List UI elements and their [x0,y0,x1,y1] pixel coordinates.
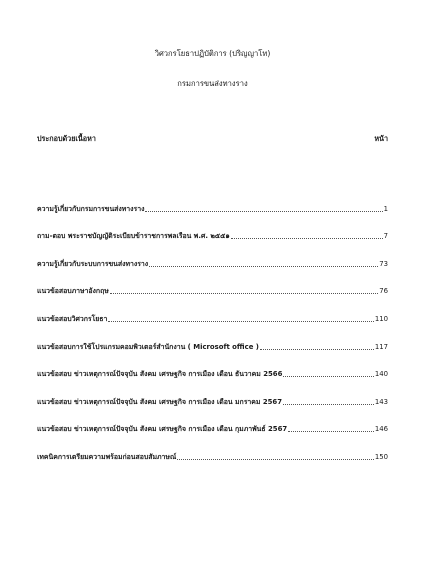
dot-leader [288,430,374,432]
toc-entry [37,214,388,242]
toc-entry [37,324,388,352]
toc-entry [37,352,388,380]
toc-entry [37,269,388,297]
toc-entry-label: แนวข้อสอบ ข่าวเหตุการณ์ปัจจุบัน สังคม เศรษฐกิจ การเมือง เดือน ธันวาคม 2566 [37,370,283,379]
dot-leader [108,320,373,322]
toc-entry [37,434,388,462]
toc-entry-label: แนวข้อสอบ ข่าวเหตุการณ์ปัจจุบัน สังคม เศรษฐกิจ การเมือง เดือน กุมภาพันธ์ 2567 [37,425,288,434]
toc-entry-page: 76 [379,287,388,296]
table-of-contents [37,186,388,462]
dot-leader [145,210,382,212]
page-column-header: หน้า [374,134,388,143]
toc-entry [37,407,388,435]
document-subtitle: กรมการขนส่งทางราง [177,79,248,88]
contents-header: ประกอบด้วยเนื้อหา [37,134,96,143]
toc-entry-label: แนวข้อสอบวิศวกรโยธา [37,314,108,323]
document-title: วิศวกรโยธาปฏิบัติการ (ปริญญาโท) [154,49,271,58]
toc-entry-page: 1 [383,204,388,213]
toc-entry-page: 73 [379,259,388,268]
dot-leader [110,292,378,294]
toc-entry-page: 117 [374,342,388,351]
toc-entry [37,186,388,214]
toc-entry-label: ความรู้เกี่ยวกับกรมการขนส่งทางราง [37,204,145,213]
toc-entry-label: แนวข้อสอบภาษาอังกฤษ [37,287,109,296]
dot-leader [283,403,374,405]
toc-entry-label: แนวข้อสอบ ข่าวเหตุการณ์ปัจจุบัน สังคม เศรษฐกิจ การเมือง เดือน มกราคม 2567 [37,397,283,406]
dot-leader [231,237,383,239]
toc-entry-page: 140 [374,370,388,379]
toc-entry [37,296,388,324]
toc-entry-page: 143 [374,397,388,406]
toc-entry-page: 146 [374,425,388,434]
toc-header-row [37,134,388,144]
toc-entry-page: 150 [374,452,388,461]
toc-entry-label: แนวข้อสอบการใช้โปรแกรมคอมพิวเตอร์สำนักงาน ( Microsoft office ) [37,342,259,351]
dot-leader [149,265,378,267]
toc-entry-label: เทคนิคการเตรียมความพร้อมก่อนสอบสัมภาษณ์ [37,452,177,461]
toc-entry [37,241,388,269]
toc-entry-page: 110 [374,314,388,323]
toc-entry-page: 7 [383,232,388,241]
dot-leader [177,458,374,460]
toc-entry-label: ความรู้เกี่ยวกับระบบการขนส่งทางราง [37,259,149,268]
toc-entry-label: ถาม-ตอบ พระราชบัญญัติระเบียบข้าราชการพลเรือน พ.ศ. ๒๕๕๑ [37,232,230,241]
toc-entry [37,379,388,407]
dot-leader [260,348,374,350]
dot-leader [283,375,373,377]
